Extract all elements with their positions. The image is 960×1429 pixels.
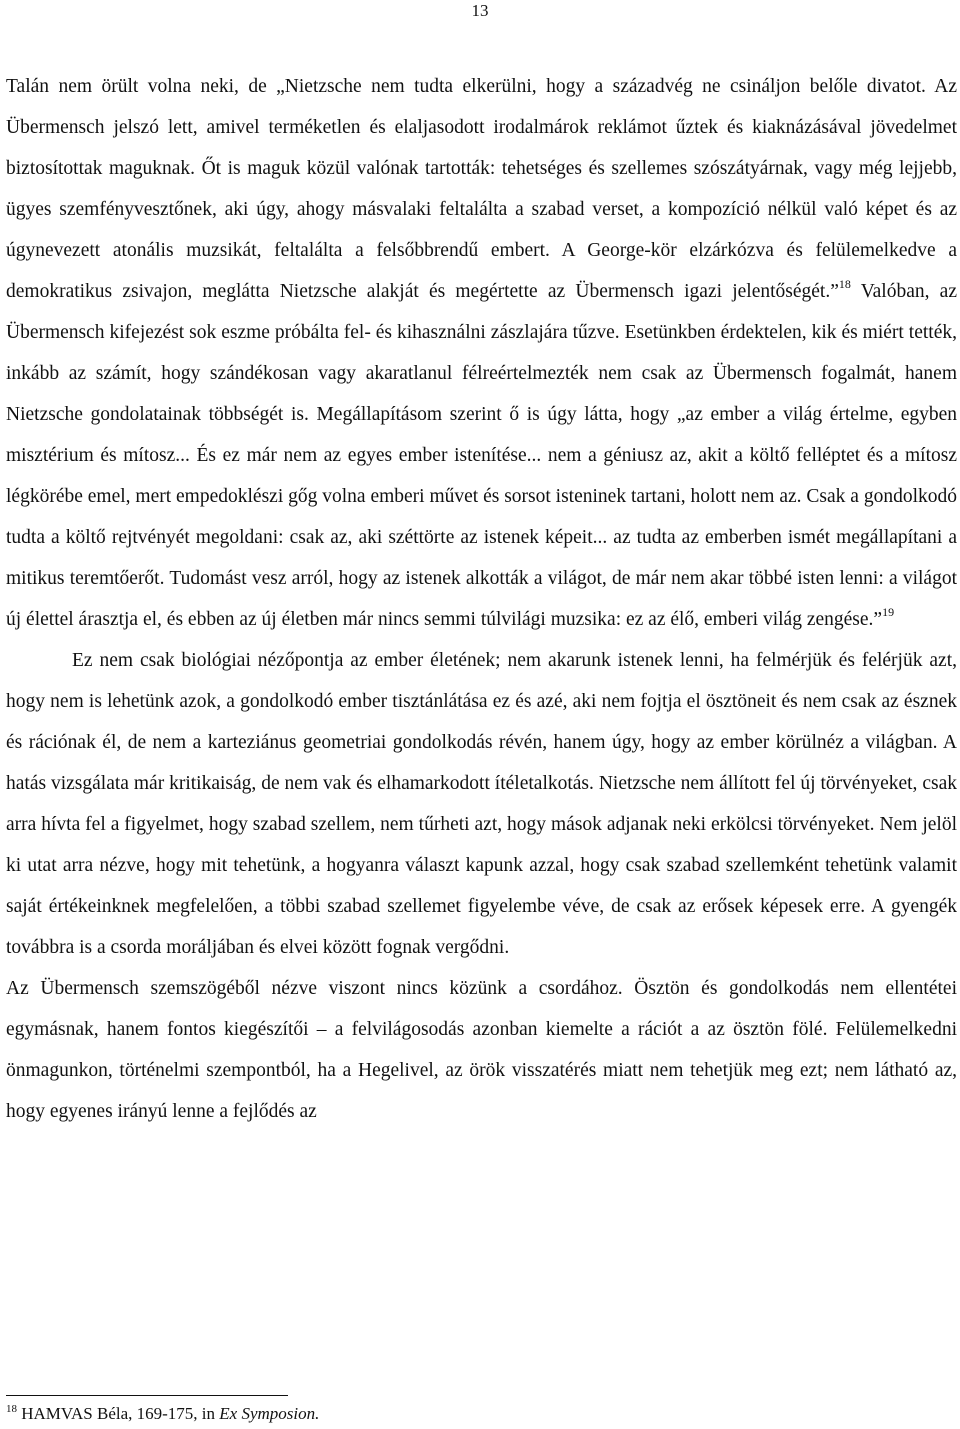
- footnote-18: [6, 1404, 319, 1424]
- body-text: [6, 66, 957, 1132]
- footnote-ref-19: 19: [882, 605, 895, 619]
- footnote-source-title: Ex Symposion.: [219, 1404, 320, 1423]
- footnote-number: 18: [6, 1403, 17, 1415]
- paragraph-1-text-a: Talán nem örült volna neki, de „Nietzsche nem tudta elkerülni, hogy a századvég ne csináljon belőle divatot. Az Übermensch jelszó lett, amivel terméketlen és elaljasodott irodalmárok reklámot űztek és kiaknázásával jövedelmet biztosítottak maguknak. Őt is maguk közül valónak tartották: tehetséges és szellemes szószátyárnak, vagy még lejjebb, ügyes szemfényvesztőnek, aki úgy, ahogy másvalaki feltalálta a szabad verset, a kompozíció nélkül való képet és az úgynevezett atonális muzsikát, feltalálta a felsőbbrendű embert. A George-kör elzárkózva és felülemelkedve a demokratikus zsivajon, meglátta Nietzsche alakját és megértette az Übermensch igazi jelentőségét.”: [6, 76, 957, 302]
- paragraph-1-text-b: Valóban, az Übermensch kifejezést sok eszme próbálta fel- és kihasználni zászlajára tűzve. Esetünkben érdektelen, kik és miért tették, inkább az számít, hogy szándékosan vagy akaratlanul félreértelmezték nem csak az Übermensch fogalmát, hanem Nietzsche gondolatainak többségét is. Megállapításom szerint ő is úgy látta, hogy „az ember a világ értelme, egyben misztérium és mítosz... És ez már nem az egyes ember istenítése... nem a géniusz az, akit a költő felléptet és a mítosz légkörébe emel, mert empedoklészi gőg volna emberi művet és sorsot isteninek tartani, holott nem az. Csak a gondolkodó tudta a költő rejtvényét megoldani: csak az, aki széttörte az istenek képeit... az tudta az emberben ismét megállapítani a mitikus teremtőerőt. Tudomást vesz arról, hogy az istenek alkották a világot, de már nem akar többé isten lenni: a világot új élettel árasztja el, és ebben az új életben már nincs semmi túlvilági muzsika: ez az élő, emberi világ zengése.”: [6, 281, 957, 630]
- paragraph-2: Ez nem csak biológiai nézőpontja az ember életének; nem akarunk istenek lenni, ha felmérjük és felérjük azt, hogy nem is lehetünk azok, a gondolkodó ember tisztánlátása ez és azé, aki nem fojtja el ösztöneit és nem csak az észnek és rációnak él, de nem a karteziánus geometriai gondolkodás révén, hanem úgy, hogy az ember körülnéz a világban. A hatás vizsgálata már kritikaiság, de nem vak és elhamarkodott ítéletalkotás. Nietzsche nem állított fel új törvényeket, csak arra hívta fel a figyelmet, hogy szabad szellem, nem tűrheti azt, hogy mások adjanak neki erkölcsi törvényeket. Nem jelöl ki utat arra nézve, hogy mit tehetünk, a hogyanra választ kapunk azzal, hogy csak szabad szellemként tehetünk valamit saját értékeinknek megfelelően, a többi szabad szellemet figyelembe véve, de csak az erősek képesek erre. A gyengék továbbra is a csorda moráljában és elvei között fognak vergődni.: [6, 650, 957, 958]
- footnote-text: HAMVAS Béla, 169-175, in: [17, 1404, 220, 1423]
- footnote-ref-18: 18: [838, 277, 851, 291]
- page-number: 13: [471, 1, 489, 20]
- footnote-separator: [6, 1395, 288, 1396]
- paragraph-1: [6, 66, 957, 640]
- paragraph-3: Az Übermensch szemszögéből nézve viszont nincs közünk a csordához. Ösztön és gondolkodás nem ellentétei egymásnak, hanem fontos kiegészítői – a felvilágosodás azonban kiemelte a rációt a az ösztön fölé. Felülemelkedni önmagunkon, történelmi szempontból, ha a Hegelivel, az örök visszatérés miatt nem tehetjük meg ezt; nem látható az, hogy egyenes irányú lenne a fejlődés az: [6, 978, 957, 1122]
